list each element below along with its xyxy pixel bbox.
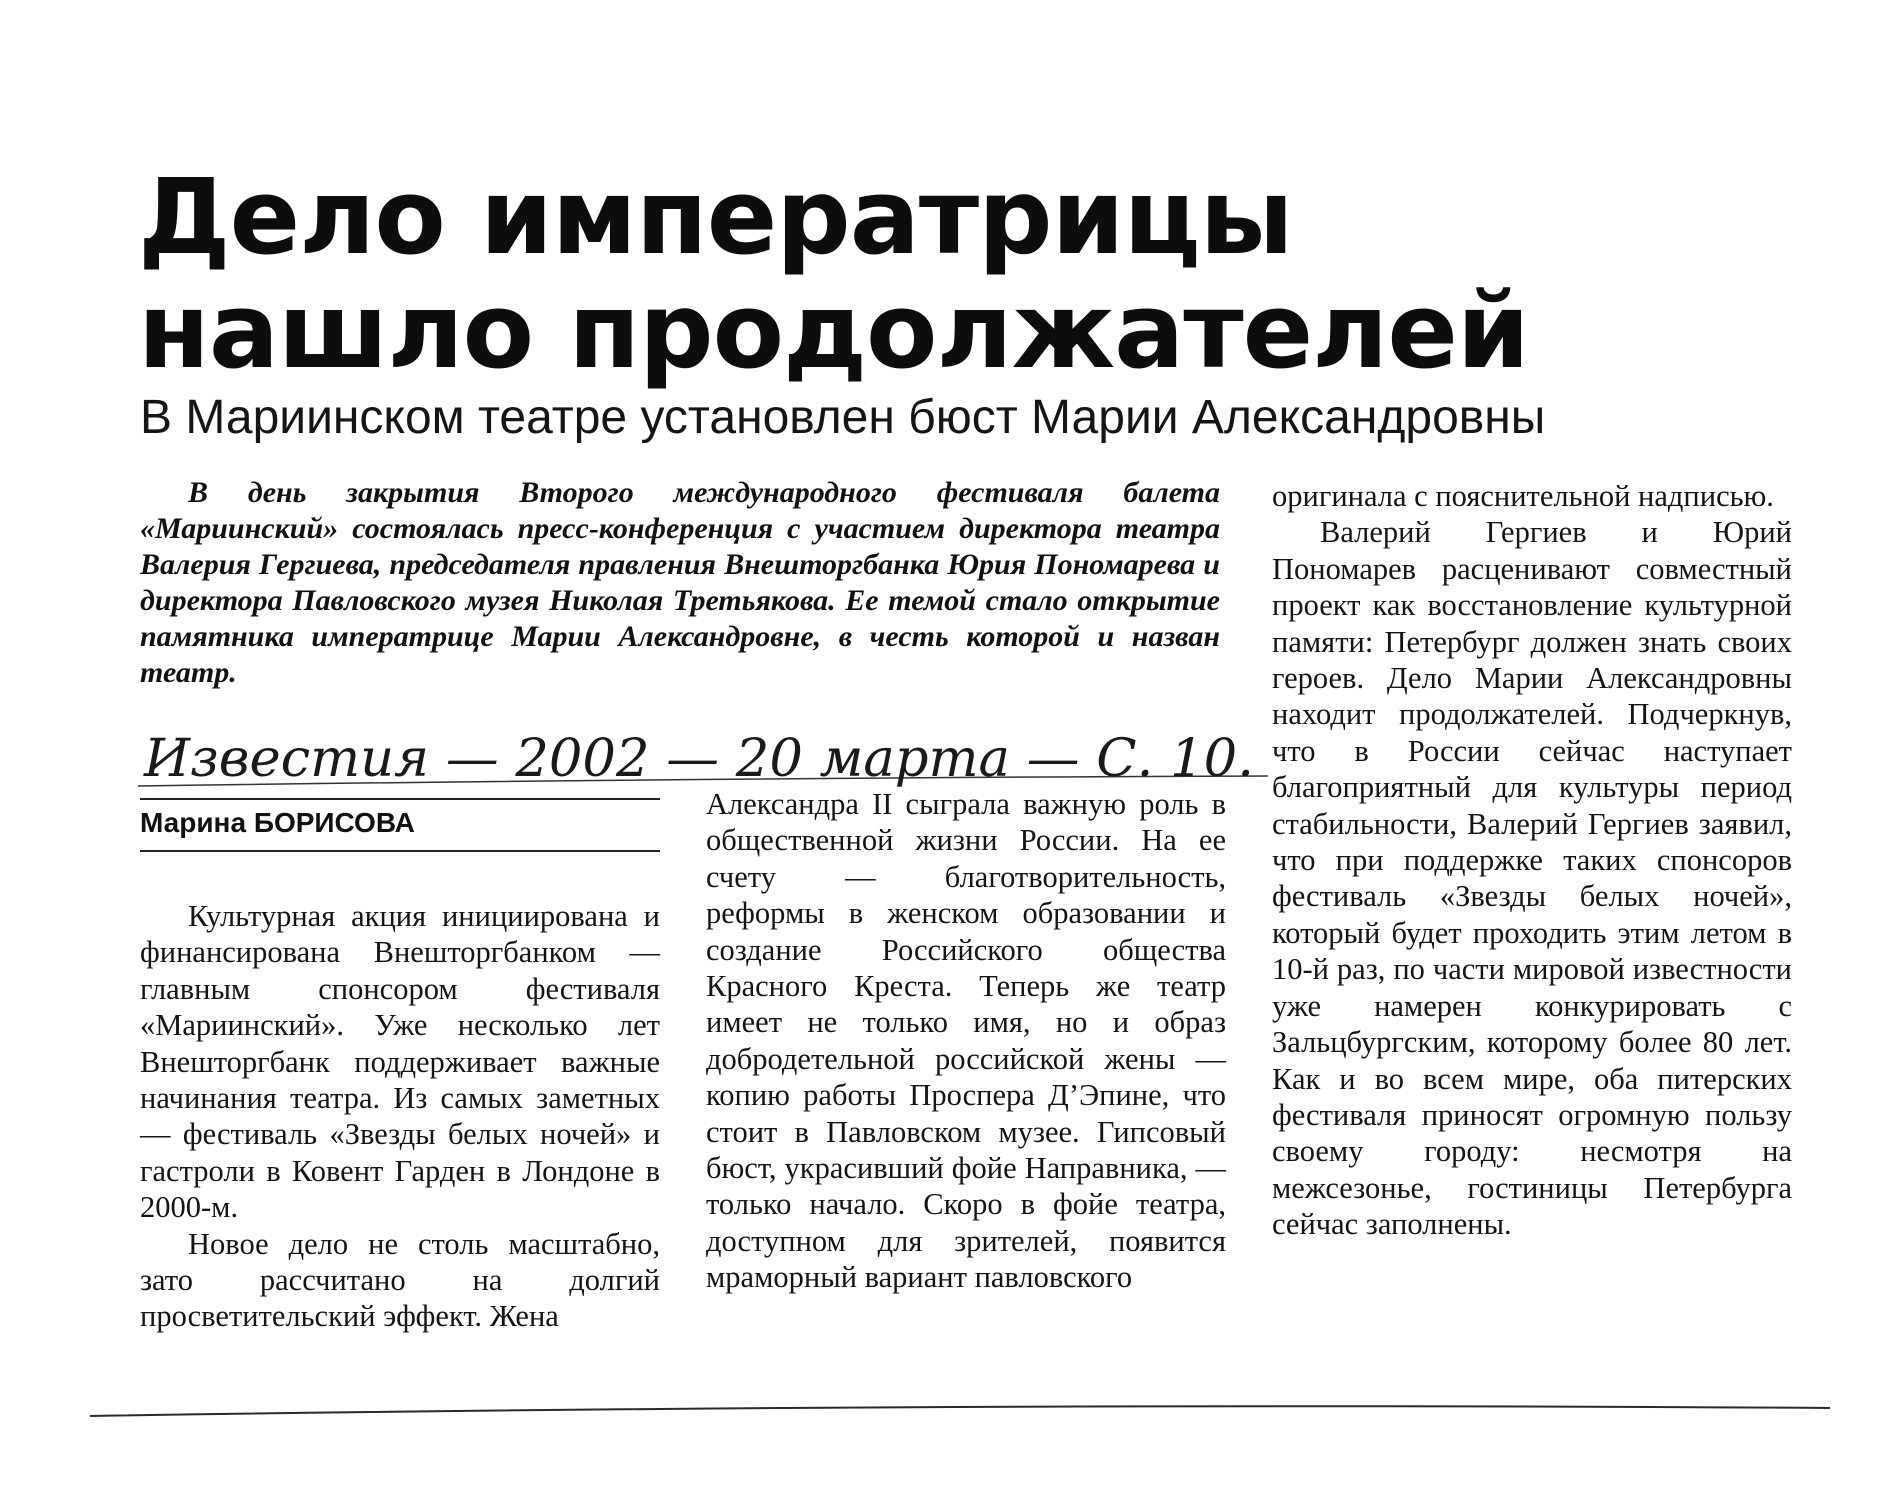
page-bottom-rule [90,1400,1830,1422]
lead-paragraph: В день закрытия Второго международного фестиваля балета «Мариинский» состоялась пресс-конференция с участием директора театра Валерия Гергиева, председателя правления Внешторгбанка Юрия Пономарева и директора Павловского музея Николая Третьякова. Ее темой стало открытие памятника императрице Марии Александровне, в честь которой и назван театр. [140,476,1220,689]
author-rule-bottom [140,850,660,852]
author-byline: Марина БОРИСОВА [140,807,415,838]
handwritten-note-text: Известия — 2002 — 20 марта — С. 10. [142,729,1254,788]
headline-line-2: нашло продолжателей [138,270,1529,392]
article-column-1 [140,898,660,1335]
column-3-paragraph-2: Валерий Гергиев и Юрий Пономарев расценивают совместный проект как восстановление культурной памяти: Петербург должен знать своих героев. Дело Марии Александровны находит продолжателей. Подчеркнув, что в России сейчас наступает благоприятный для культуры период стабильности, Валерий Гергиев заявил, что при поддержке таких спонсоров фестиваль «Звезды белых ночей», который будет проходить этим летом в 10-й раз, по части мировой известности уже намерен конкурировать с Зальцбургским, которому более 80 лет. Как и во всем мире, оба питерских фестиваля приносят огромную пользу своему городу: несмотря на межсезонье, гостиницы Петербурга сейчас заполнены. [1272,515,1792,1242]
article-column-2 [706,786,1226,1296]
column-1-paragraph-1: Культурная акция инициирована и финансирована Внешторгбанком — главным спонсором фестиваля «Мариинский». Уже несколько лет Внешторгбанк поддерживает важные начинания театра. Из самых заметных — фестиваль «Звезды белых ночей» и гастроли в Ковент Гарден в Лондоне в 2000-м. [140,899,660,1225]
article-column-3 [1272,478,1792,1243]
headline-line-1: Дело императрицы [138,156,1293,278]
handwritten-note [138,720,1268,788]
headline [138,156,1529,392]
author-rule-top [140,798,660,800]
column-3-paragraph-1: оригинала с пояснительной надписью. [1272,479,1774,513]
column-1-paragraph-2: Новое дело не столь масштабно, зато рассчитано на долгий просветительский эффект. Жена [140,1226,660,1334]
column-2-paragraph-1: Александра II сыграла важную роль в общественной жизни России. На ее счету — благотворительность, реформы в женском образовании и создание Российского общества Красного Креста. Теперь же театр имеет не только имя, но и образ добродетельной российской жены — копию работы Проспера Д’Эпине, что стоит в Павловском музее. Гипсовый бюст, украсивший фойе Направника, — только начало. Скоро в фойе театра, доступном для зрителей, появится мраморный вариант павловского [706,787,1226,1295]
subheadline: В Мариинском театре установлен бюст Марии Александровны [140,391,1546,444]
